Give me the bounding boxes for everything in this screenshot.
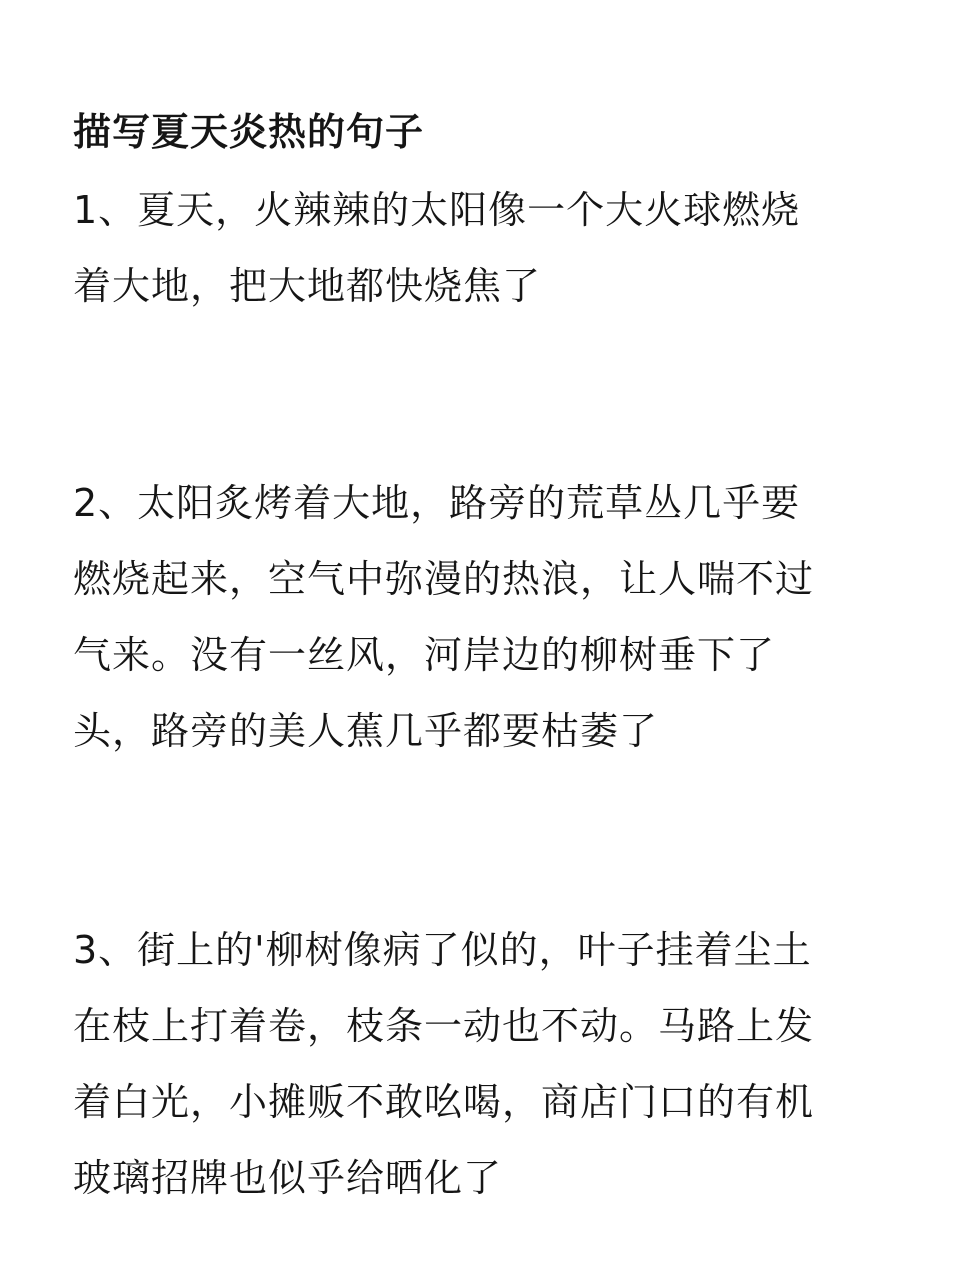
sentence-1 xyxy=(73,172,893,324)
sentence-2-line-3: 气来。没有一丝风，河岸边的柳树垂下了 xyxy=(73,633,776,677)
sentence-3-line-3: 着白光，小摊贩不敢吆喝，商店门口的有机 xyxy=(73,1080,815,1124)
sentence-2-line-1: 2、太阳炙烤着大地，路旁的荒草丛几乎要 xyxy=(73,481,801,525)
sentence-3-line-2: 在枝上打着卷，枝条一动也不动。马路上发 xyxy=(73,1004,815,1048)
sentence-2-line-4: 头，路旁的美人蕉几乎都要枯萎了 xyxy=(73,709,659,753)
sentence-3-line-1: 3、街上的'柳树像病了似的，叶子挂着尘土 xyxy=(73,928,812,972)
document-title: 描写夏天炎热的句子 xyxy=(73,110,425,154)
sentence-3 xyxy=(73,912,893,1216)
sentence-2-line-2: 燃烧起来，空气中弥漫的热浪，让人喘不过 xyxy=(73,557,815,601)
sentence-2 xyxy=(73,465,893,769)
sentence-1-line-1: 1、夏天，火辣辣的太阳像一个大火球燃烧 xyxy=(73,188,801,232)
sentence-3-line-4: 玻璃招牌也似乎给晒化了 xyxy=(73,1156,503,1200)
sentence-1-line-2: 着大地，把大地都快烧焦了 xyxy=(73,264,542,308)
